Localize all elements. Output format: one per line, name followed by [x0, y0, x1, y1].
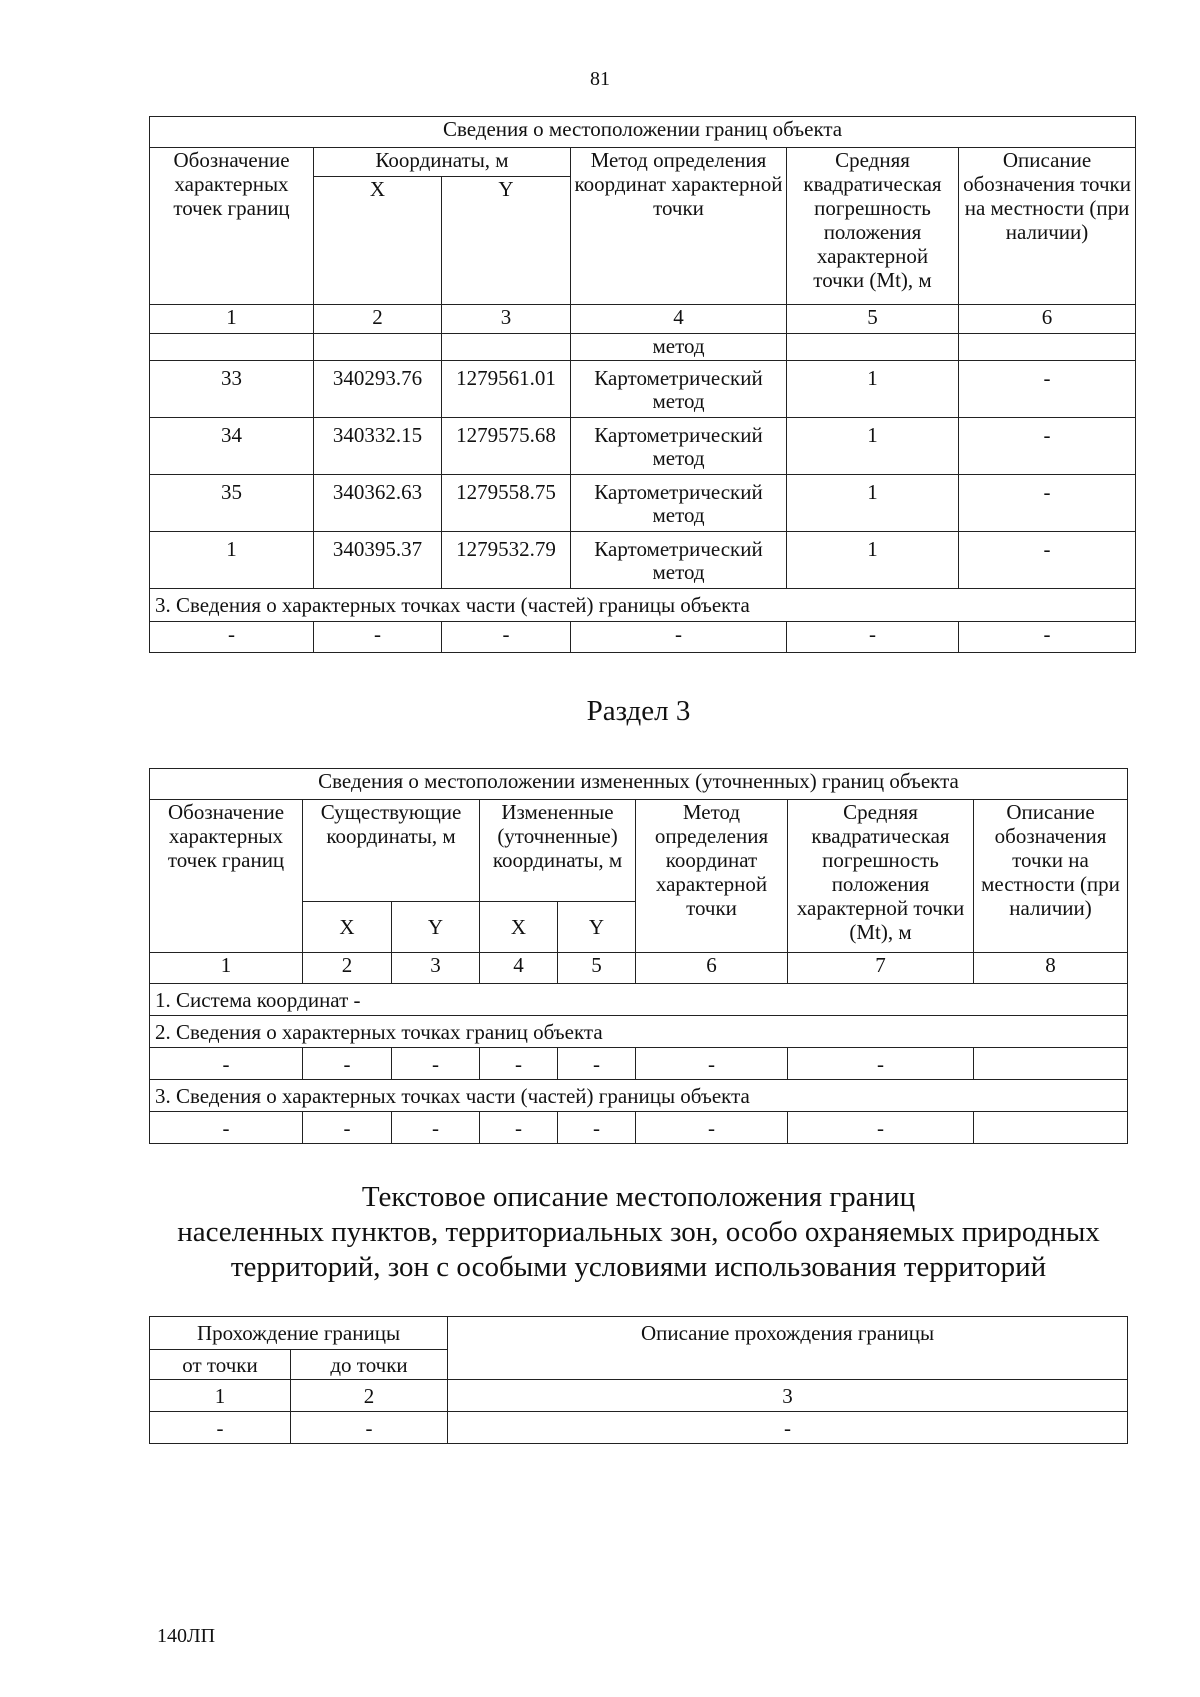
table-row — [150, 1048, 1128, 1080]
header-y: Y — [558, 902, 636, 953]
description-cell: - — [959, 532, 1136, 589]
col-number: 1 — [150, 305, 314, 334]
dash-cell: - — [392, 1112, 480, 1144]
header-from-point: от точки — [150, 1350, 291, 1380]
method-cell: Картометрический метод — [571, 418, 787, 475]
error-cell: 1 — [787, 475, 959, 532]
col-number: 1 — [150, 953, 303, 984]
x-cell: 340395.37 — [314, 532, 442, 589]
header-passage-description: Описание прохождения границы — [448, 1317, 1128, 1380]
boundary-location-table — [149, 116, 1136, 653]
table-row — [150, 622, 1136, 653]
dash-cell: - — [314, 622, 442, 653]
dash-cell: - — [150, 622, 314, 653]
table-caption: Сведения о местоположении измененных (уточненных) границ объекта — [150, 769, 1128, 800]
header-y: Y — [392, 902, 480, 953]
header-to-point: до точки — [291, 1350, 448, 1380]
description-cell: - — [959, 475, 1136, 532]
col-number: 4 — [571, 305, 787, 334]
dash-cell: - — [150, 1112, 303, 1144]
page-number: 81 — [590, 68, 610, 90]
error-cell: 1 — [787, 532, 959, 589]
dash-cell: - — [448, 1412, 1128, 1444]
header-changed-coords: Измененные (уточненные) координаты, м — [480, 800, 636, 902]
method-cell: Картометрический метод — [571, 475, 787, 532]
col-number: 5 — [558, 953, 636, 984]
method-cell: Картометрический метод — [571, 532, 787, 589]
header-x: X — [314, 177, 442, 305]
table-row — [150, 418, 1136, 475]
header-description: Описание обозначения точки на местности (при наличии) — [974, 800, 1128, 953]
header-x: X — [303, 902, 392, 953]
col-number: 4 — [480, 953, 558, 984]
dash-cell: - — [636, 1048, 788, 1080]
y-cell: 1279532.79 — [442, 532, 571, 589]
dash-cell: - — [480, 1112, 558, 1144]
dash-cell — [974, 1048, 1128, 1080]
header-method: Метод определения координат характерной точки — [636, 800, 788, 953]
dash-cell — [974, 1112, 1128, 1144]
table-row — [150, 361, 1136, 418]
description-cell: - — [959, 418, 1136, 475]
error-cell: 1 — [787, 418, 959, 475]
header-passage: Прохождение границы — [150, 1317, 448, 1350]
col-number: 3 — [448, 1380, 1128, 1412]
header-y: Y — [442, 177, 571, 305]
heading-line: территорий, зон с особыми условиями использования территорий — [230, 1251, 1047, 1283]
header-method: Метод определения координат характерной точки — [571, 148, 787, 305]
section-title: Раздел 3 — [586, 695, 691, 727]
point-cell: 33 — [150, 361, 314, 418]
col-number: 3 — [442, 305, 571, 334]
table-row — [150, 532, 1136, 589]
table-row — [150, 475, 1136, 532]
dash-cell: - — [959, 622, 1136, 653]
y-cell: 1279575.68 — [442, 418, 571, 475]
dash-cell: - — [480, 1048, 558, 1080]
point-cell: 1 — [150, 532, 314, 589]
dash-cell: - — [788, 1112, 974, 1144]
dash-cell: - — [636, 1112, 788, 1144]
boundary-passage-table — [149, 1316, 1128, 1444]
col-number: 1 — [150, 1380, 291, 1412]
x-cell: 340362.63 — [314, 475, 442, 532]
col-number: 2 — [291, 1380, 448, 1412]
col-number: 5 — [787, 305, 959, 334]
description-cell: - — [959, 361, 1136, 418]
points-section-heading: 2. Сведения о характерных точках границ объекта — [150, 1016, 1128, 1048]
part-section-heading: 3. Сведения о характерных точках части (частей) границы объекта — [150, 589, 1136, 622]
table-row — [150, 1412, 1128, 1444]
table-caption: Сведения о местоположении границ объекта — [150, 117, 1136, 148]
col-number: 7 — [788, 953, 974, 984]
dash-cell: - — [558, 1112, 636, 1144]
table-row — [150, 1112, 1128, 1144]
text-description-heading — [0, 1180, 1200, 1285]
col-number: 2 — [314, 305, 442, 334]
footer-code: 140ЛП — [157, 1625, 216, 1647]
y-cell: 1279561.01 — [442, 361, 571, 418]
col-number: 3 — [392, 953, 480, 984]
dash-cell: - — [150, 1412, 291, 1444]
dash-cell: - — [787, 622, 959, 653]
header-point: Обозначение характерных точек границ — [150, 148, 314, 305]
header-error: Средняя квадратическая погрешность положения характерной точки (Mt), м — [787, 148, 959, 305]
heading-line: населенных пунктов, территориальных зон, особо охраняемых природных — [177, 1216, 1100, 1248]
dash-cell: - — [150, 1048, 303, 1080]
col-number: 2 — [303, 953, 392, 984]
dash-cell: - — [442, 622, 571, 653]
error-cell: 1 — [787, 361, 959, 418]
dash-cell: - — [291, 1412, 448, 1444]
dash-cell: - — [788, 1048, 974, 1080]
y-cell: 1279558.75 — [442, 475, 571, 532]
heading-line: Текстовое описание местоположения границ — [361, 1181, 916, 1213]
header-point: Обозначение характерных точек границ — [150, 800, 303, 953]
carryover-text: метод — [571, 334, 787, 361]
coord-system-heading: 1. Система координат - — [150, 984, 1128, 1016]
point-cell: 35 — [150, 475, 314, 532]
dash-cell: - — [303, 1112, 392, 1144]
point-cell: 34 — [150, 418, 314, 475]
part-section-heading: 3. Сведения о характерных точках части (частей) границы объекта — [150, 1080, 1128, 1112]
col-number: 6 — [636, 953, 788, 984]
header-coords: Координаты, м — [314, 148, 571, 177]
method-cell: Картометрический метод — [571, 361, 787, 418]
x-cell: 340293.76 — [314, 361, 442, 418]
changed-boundary-table — [149, 768, 1128, 1144]
col-number: 6 — [959, 305, 1136, 334]
dash-cell: - — [558, 1048, 636, 1080]
x-cell: 340332.15 — [314, 418, 442, 475]
dash-cell: - — [571, 622, 787, 653]
dash-cell: - — [303, 1048, 392, 1080]
col-number: 8 — [974, 953, 1128, 984]
header-error: Средняя квадратическая погрешность положения характерной точки (Mt), м — [788, 800, 974, 953]
dash-cell: - — [392, 1048, 480, 1080]
header-existing-coords: Существующие координаты, м — [303, 800, 480, 902]
header-x: X — [480, 902, 558, 953]
header-description: Описание обозначения точки на местности (при наличии) — [959, 148, 1136, 305]
